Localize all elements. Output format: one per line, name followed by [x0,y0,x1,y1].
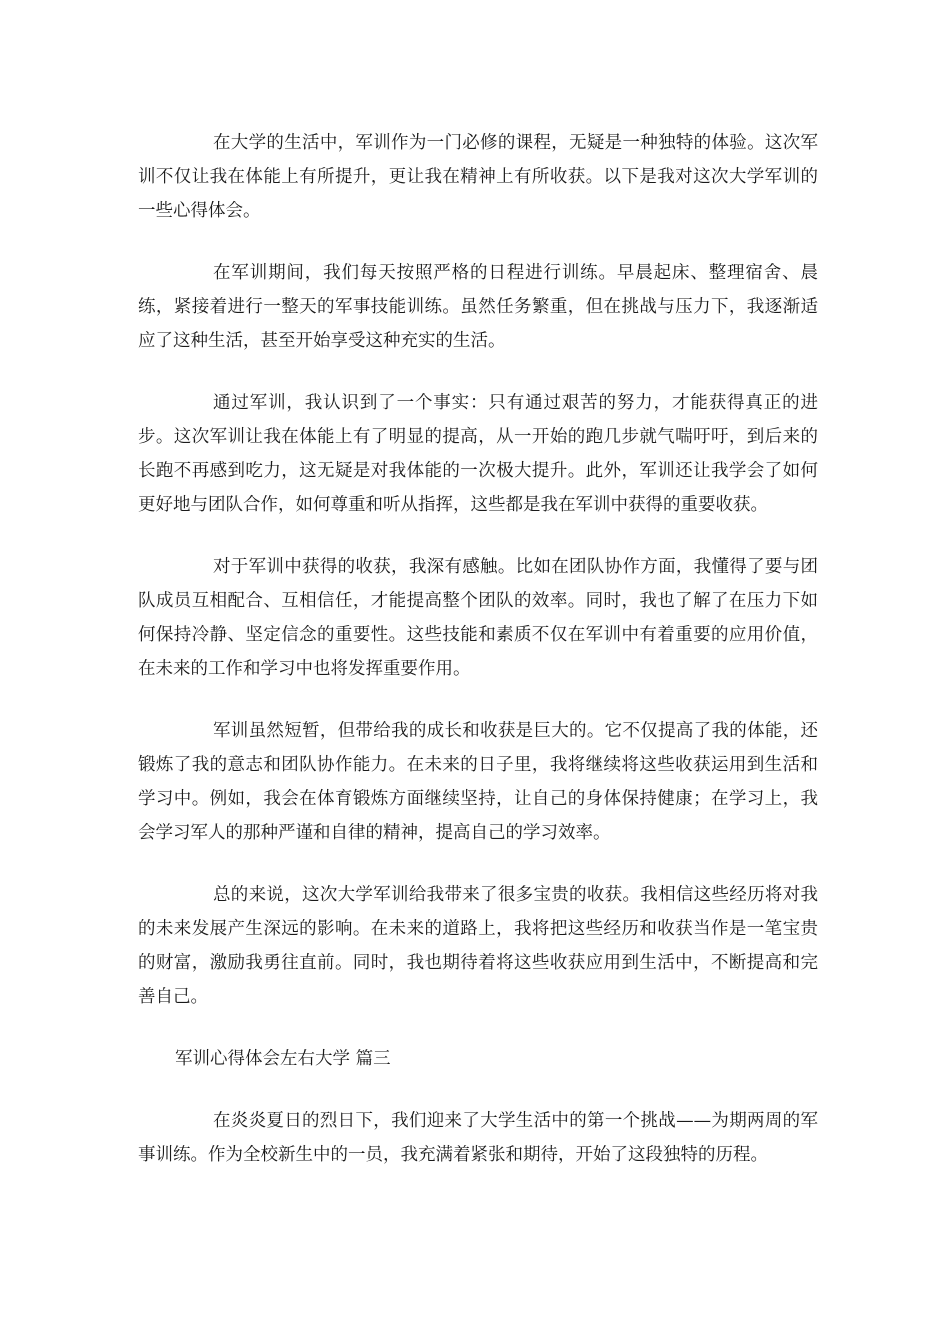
section-heading [138,1042,818,1076]
paragraph-teamwork: 对于军训中获得的收获，我深有感触。比如在团队协作方面，我懂得了要与团队成员互相配合、互相信任，才能提高整个团队的效率。同时，我也了解了在压力下如何保持冷静、坚定信念的重要性。这些技能和素质不仅在军训中有着重要的应用价值，在未来的工作和学习中也将发挥重要作用。 [138,557,818,679]
paragraph-daily-schedule: 在军训期间，我们每天按照严格的日程进行训练。早晨起床、整理宿舍、晨练，紧接着进行一整天的军事技能训练。虽然任务繁重，但在挑战与压力下，我逐渐适应了这种生活，甚至开始享受这种充实的生活。 [138,263,818,351]
section-heading-title: 军训心得体会左右大学 [175,1049,350,1069]
paragraph-intro: 在大学的生活中，军训作为一门必修的课程，无疑是一种独特的体验。这次军训不仅让我在体能上有所提升，更让我在精神上有所收获。以下是我对这次大学军训的一些心得体会。 [138,133,818,221]
section-heading-label: 篇三 [355,1049,391,1069]
paragraph-section-three-intro: 在炎炎夏日的烈日下，我们迎来了大学生活中的第一个挑战——为期两周的军事训练。作为全校新生中的一员，我充满着紧张和期待，开始了这段独特的历程。 [138,1111,818,1165]
paragraph-growth: 军训虽然短暂，但带给我的成长和收获是巨大的。它不仅提高了我的体能，还锻炼了我的意志和团队协作能力。在未来的日子里，我将继续将这些收获运用到生活和学习中。例如，我会在体育锻炼方面继续坚持，让自己的身体保持健康；在学习上，我会学习军人的那种严谨和自律的精神，提高自己的学习效率。 [138,721,818,843]
document-body [138,126,818,1200]
paragraph-progress: 通过军训，我认识到了一个事实：只有通过艰苦的努力，才能获得真正的进步。这次军训让我在体能上有了明显的提高，从一开始的跑几步就气喘吁吁，到后来的长跑不再感到吃力，这无疑是对我体能的一次极大提升。此外，军训还让我学会了如何更好地与团队合作，如何尊重和听从指挥，这些都是我在军训中获得的重要收获。 [138,393,818,515]
paragraph-conclusion: 总的来说，这次大学军训给我带来了很多宝贵的收获。我相信这些经历将对我的未来发展产生深远的影响。在未来的道路上，我将把这些经历和收获当作是一笔宝贵的财富，激励我勇往直前。同时，我也期待着将这些收获应用到生活中，不断提高和完善自己。 [138,885,818,1007]
